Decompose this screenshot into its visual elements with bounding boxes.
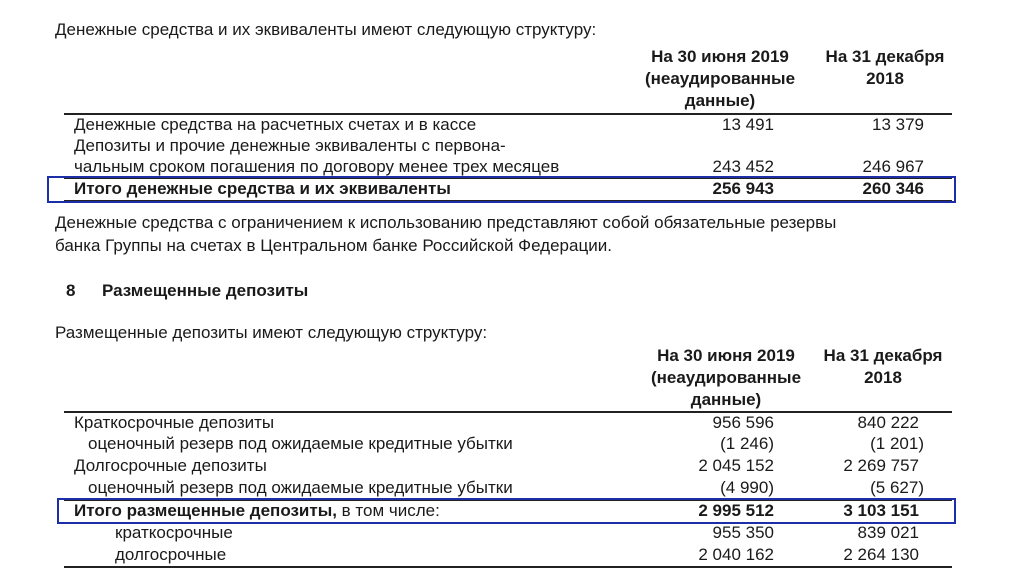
header-line: (неаудированные bbox=[644, 69, 796, 88]
cash-column-header-2019 bbox=[620, 46, 820, 112]
section-number: 8 bbox=[66, 281, 76, 300]
table-cell-2018: 13 379 bbox=[872, 115, 924, 134]
table-cell-2018: 246 967 bbox=[862, 157, 924, 176]
table-cell-2018: (1 201) bbox=[870, 434, 924, 453]
table-cell-2018: 2 264 130 bbox=[843, 545, 919, 564]
cash-total-2018: 260 346 bbox=[862, 179, 924, 198]
header-line: На 31 декабря bbox=[823, 346, 943, 365]
header-line: 2018 bbox=[864, 368, 902, 387]
table-cell-2018: 840 222 bbox=[857, 413, 919, 432]
cash-column-header-2018 bbox=[810, 46, 960, 90]
table-cell-2019: 2 045 152 bbox=[698, 456, 774, 475]
section-heading: Размещенные депозиты bbox=[102, 281, 309, 300]
highlight-box bbox=[57, 498, 956, 524]
table-row-label: оценочный резерв под ожидаемые кредитные убытки bbox=[88, 434, 513, 453]
deposits-total-2019: 2 995 512 bbox=[698, 501, 774, 520]
table-cell-2018: 839 021 bbox=[857, 523, 919, 542]
header-line: На 30 июня 2019 bbox=[651, 47, 789, 66]
header-line: 2018 bbox=[866, 69, 904, 88]
table-row-label: чальным сроком погашения по договору менее трех месяцев bbox=[74, 157, 560, 176]
table-cell-2018: 2 269 757 bbox=[843, 456, 919, 475]
header-line: данные) bbox=[690, 390, 762, 409]
table-cell-2019: 955 350 bbox=[712, 523, 774, 542]
table-row-label: краткосрочные bbox=[115, 523, 233, 542]
table-cell-2019: (4 990) bbox=[720, 478, 774, 497]
table-row-label: Денежные средства на расчетных счетах и в кассе bbox=[74, 115, 477, 134]
header-line: На 31 декабря bbox=[825, 47, 945, 66]
table-row-label: Краткосрочные депозиты bbox=[74, 413, 275, 432]
cash-total-2019: 256 943 bbox=[712, 179, 774, 198]
table-cell-2019: 13 491 bbox=[722, 115, 774, 134]
table-cell-2019: 956 596 bbox=[712, 413, 774, 432]
deposits-total-label-rest: в том числе: bbox=[336, 501, 440, 520]
table-row-label: Долгосрочные депозиты bbox=[74, 456, 267, 475]
deposits-column-header-2019 bbox=[626, 345, 826, 411]
table-cell-2018: (5 627) bbox=[870, 478, 924, 497]
table-row-label: оценочный резерв под ожидаемые кредитные убытки bbox=[88, 478, 513, 497]
deposits-total-2018: 3 103 151 bbox=[843, 501, 919, 520]
table-row-label: долгосрочные bbox=[115, 545, 227, 564]
cash-note-line: Денежные средства с ограничением к использованию представляют собой обязательные резервы bbox=[55, 213, 837, 232]
deposits-column-header-2018 bbox=[808, 345, 958, 389]
table-cell-2019: 243 452 bbox=[712, 157, 774, 176]
header-line: На 30 июня 2019 bbox=[657, 346, 795, 365]
header-line: данные) bbox=[684, 91, 756, 110]
cash-note-line: банка Группы на счетах в Центральном банке Российской Федерации. bbox=[55, 236, 612, 255]
cash-intro-text: Денежные средства и их эквиваленты имеют следующую структуру: bbox=[55, 20, 597, 39]
table-cell-2019: 2 040 162 bbox=[698, 545, 774, 564]
table-row-label: Депозиты и прочие денежные эквиваленты с первона- bbox=[74, 136, 506, 155]
deposits-intro-text: Размещенные депозиты имеют следующую структуру: bbox=[55, 323, 488, 342]
table-cell-2019: (1 246) bbox=[720, 434, 774, 453]
table-rule bbox=[64, 566, 952, 568]
header-line: (неаудированные bbox=[650, 368, 802, 387]
cash-total-label: Итого денежные средства и их эквиваленты bbox=[74, 179, 451, 198]
highlight-box bbox=[47, 176, 956, 203]
deposits-total-label-bold: Итого размещенные депозиты, bbox=[74, 501, 337, 520]
